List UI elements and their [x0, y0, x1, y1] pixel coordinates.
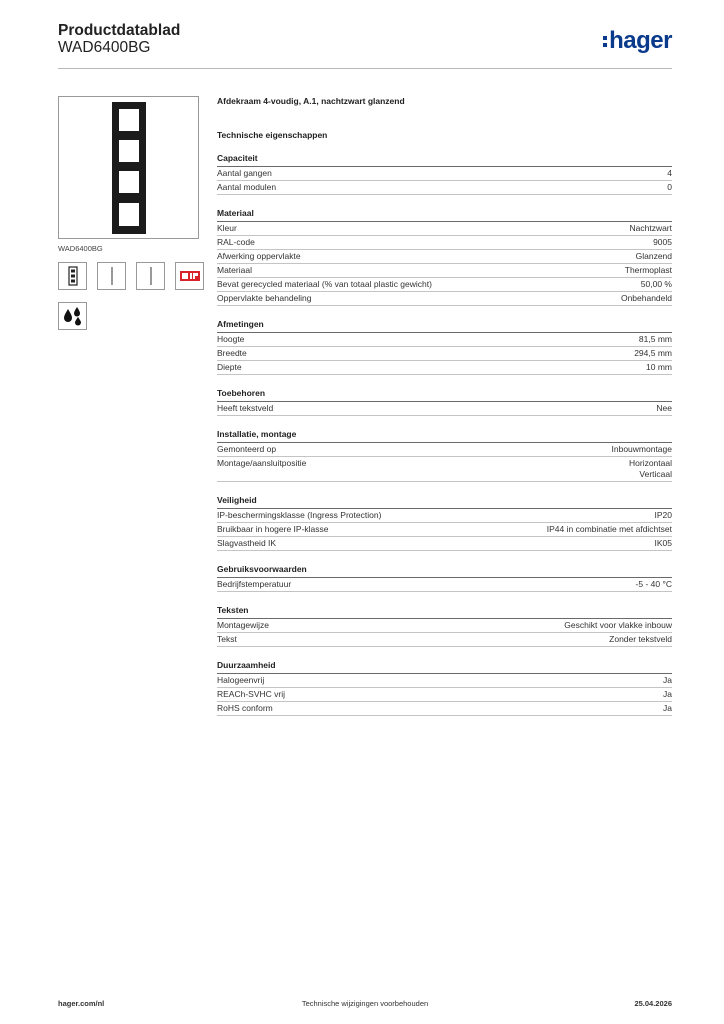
water-drops-icon: [58, 302, 87, 330]
section-title: Gebruiksvoorwaarden: [217, 564, 672, 578]
section-title: Toebehoren: [217, 388, 672, 402]
spec-label: Bedrijfstemperatuur: [217, 579, 292, 589]
feature-icons-second-row: [58, 302, 87, 330]
vertical-frame-icon: [58, 262, 87, 290]
spec-value: Geschikt voor vlakke inbouw: [564, 620, 672, 630]
spec-row: [217, 633, 672, 647]
frame-4-fold-icon: [111, 101, 147, 235]
spec-value: Nee: [656, 403, 672, 413]
spec-label: RoHS conform: [217, 703, 273, 713]
logo-text: hager: [609, 27, 672, 54]
header-divider: [58, 68, 672, 69]
spec-value: Ja: [663, 675, 672, 685]
section-duurzaamheid: [217, 660, 672, 716]
spec-row: [217, 236, 672, 250]
spec-row: [217, 167, 672, 181]
spec-row: [217, 674, 672, 688]
spec-row: [217, 509, 672, 523]
spec-label: Heeft tekstveld: [217, 403, 274, 413]
spec-label: Hoogte: [217, 334, 245, 344]
spec-value: 9005: [653, 237, 672, 247]
spec-label: Oppervlakte behandeling: [217, 293, 312, 303]
spec-row: [217, 347, 672, 361]
spec-value: [629, 458, 672, 480]
spec-label: Afwerking oppervlakte: [217, 251, 301, 261]
section-veiligheid: [217, 495, 672, 551]
section-title: Teksten: [217, 605, 672, 619]
logo-dots-icon: [603, 36, 607, 47]
spec-label: Diepte: [217, 362, 242, 372]
spec-label: Aantal modulen: [217, 182, 277, 192]
spec-label: Bevat gerecycled materiaal (% van totaal plastic gewicht): [217, 279, 432, 289]
section-title: Installatie, montage: [217, 429, 672, 443]
section-afmetingen: [217, 319, 672, 375]
spec-value: Thermoplast: [624, 265, 672, 275]
spec-label: Gemonteerd op: [217, 444, 277, 454]
page-footer: [58, 999, 672, 1011]
section-title: Afmetingen: [217, 319, 672, 333]
spec-value: IP44 in combinatie met afdichtset: [546, 524, 672, 534]
spec-value: 4: [667, 168, 672, 178]
spec-row: [217, 443, 672, 457]
spec-value: Inbouwmontage: [611, 444, 672, 454]
spec-label: Montage/aansluitpositie: [217, 458, 307, 468]
spec-row: [217, 619, 672, 633]
product-code: WAD6400BG: [58, 39, 151, 56]
spec-row: [217, 537, 672, 551]
spec-row: [217, 457, 672, 482]
section-title: Materiaal: [217, 208, 672, 222]
spec-value: Zonder tekstveld: [609, 634, 672, 644]
line-icon: [97, 262, 126, 290]
spec-value: IP20: [654, 510, 672, 520]
spec-value: 50,00 %: [640, 279, 672, 289]
spec-value: Nachtzwart: [629, 223, 672, 233]
spec-value: 294,5 mm: [634, 348, 672, 358]
spec-label: Tekst: [217, 634, 237, 644]
spec-value: IK05: [654, 538, 672, 548]
section-title: Duurzaamheid: [217, 660, 672, 674]
spec-row: [217, 292, 672, 306]
spec-row: [217, 181, 672, 195]
footer-date: 25.04.2026: [634, 999, 672, 1008]
spec-row: [217, 250, 672, 264]
section-teksten: [217, 605, 672, 647]
spec-label: Slagvastheid IK: [217, 538, 277, 548]
image-caption: WAD6400BG: [58, 244, 103, 253]
technical-properties-title: Technische eigenschappen: [217, 130, 328, 140]
document-title: Productdatablad: [58, 22, 181, 39]
spec-label: IP-beschermingsklasse (Ingress Protection): [217, 510, 382, 520]
section-installatie-montage: [217, 429, 672, 482]
section-toebehoren: [217, 388, 672, 416]
spec-value: 10 mm: [646, 362, 672, 372]
feature-icons: [58, 262, 204, 290]
product-description: Afdekraam 4-voudig, A.1, nachtzwart glanzend: [217, 96, 405, 106]
spec-label: Montagewijze: [217, 620, 269, 630]
spec-label: Kleur: [217, 223, 237, 233]
section-title: Veiligheid: [217, 495, 672, 509]
page-header: [58, 22, 672, 68]
hager-logo[interactable]: [603, 28, 672, 54]
spec-row: [217, 402, 672, 416]
specifications: [217, 96, 672, 716]
spec-row: [217, 578, 672, 592]
spec-label: RAL-code: [217, 237, 255, 247]
spec-row: [217, 333, 672, 347]
spec-label: REACh-SVHC vrij: [217, 689, 286, 699]
footer-disclaimer: Technische wijzigingen voorbehouden: [301, 999, 429, 1008]
product-image: [58, 96, 199, 239]
spec-value: Glanzend: [635, 251, 672, 261]
spec-row: [217, 222, 672, 236]
spec-row: [217, 702, 672, 716]
ip-badge-icon: [175, 262, 204, 290]
section-capaciteit: [217, 153, 672, 195]
spec-value-line: Horizontaal: [629, 458, 672, 468]
spec-label: Aantal gangen: [217, 168, 272, 178]
spec-row: [217, 278, 672, 292]
spec-value: Ja: [663, 703, 672, 713]
spec-label: Breedte: [217, 348, 247, 358]
line-icon: [136, 262, 165, 290]
spec-value: Ja: [663, 689, 672, 699]
footer-website-link[interactable]: hager.com/nl: [58, 999, 105, 1008]
section-title: Capaciteit: [217, 153, 672, 167]
spec-value: 0: [667, 182, 672, 192]
spec-value-line: Verticaal: [639, 469, 672, 479]
spec-label: Halogeenvrij: [217, 675, 265, 685]
section-gebruiksvoorwaarden: [217, 564, 672, 592]
spec-value: Onbehandeld: [620, 293, 672, 303]
spec-row: [217, 523, 672, 537]
spec-row: [217, 264, 672, 278]
spec-row: [217, 688, 672, 702]
spec-value: -5 - 40 °C: [635, 579, 672, 589]
spec-label: Bruikbaar in hogere IP-klasse: [217, 524, 329, 534]
section-materiaal: [217, 208, 672, 306]
spec-value: 81,5 mm: [638, 334, 672, 344]
spec-label: Materiaal: [217, 265, 252, 275]
spec-row: [217, 361, 672, 375]
